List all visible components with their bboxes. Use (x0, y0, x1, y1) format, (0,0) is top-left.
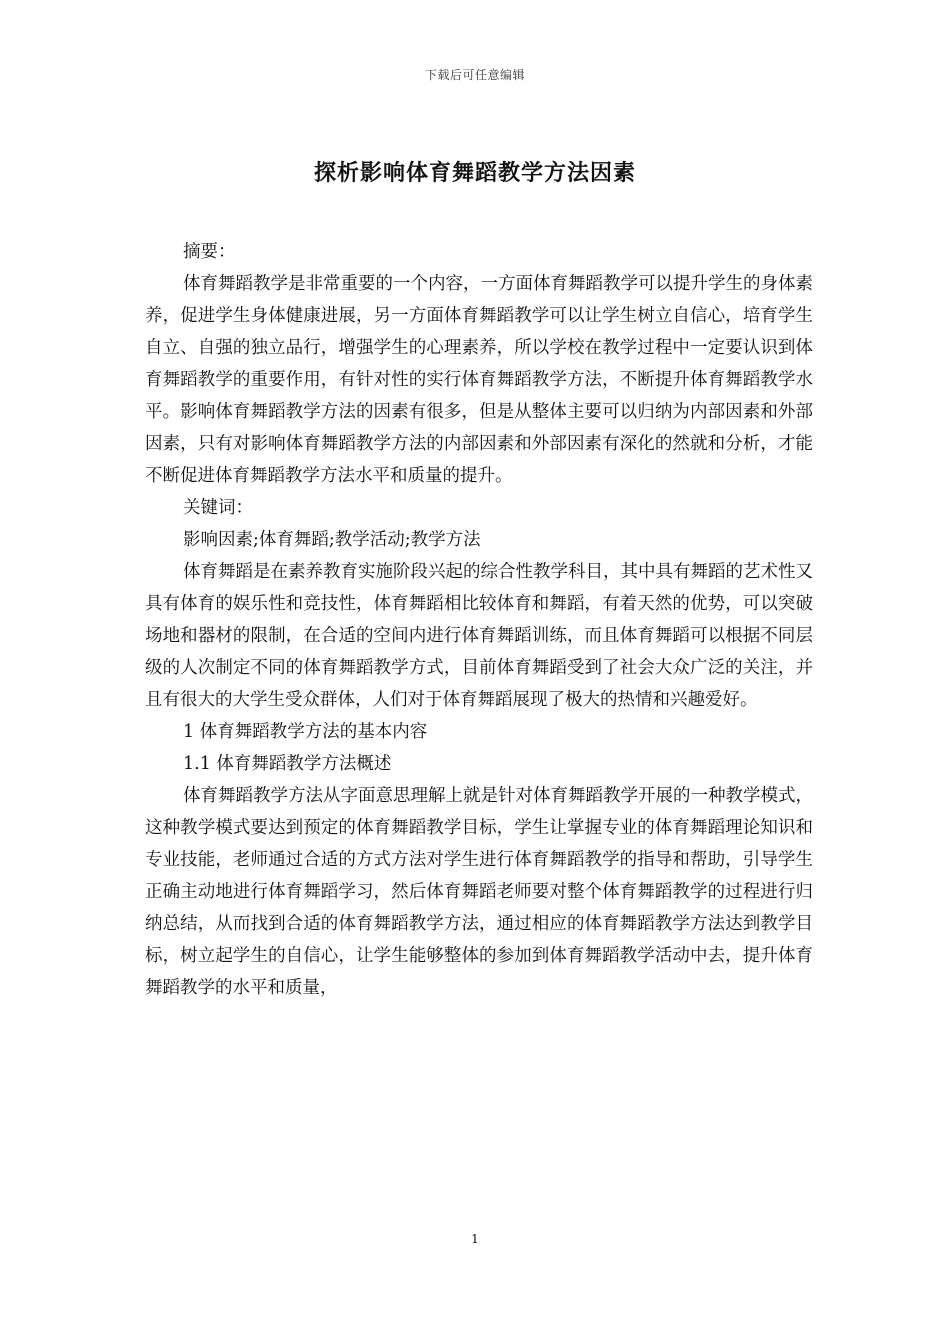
section-heading: 1 体育舞蹈教学方法的基本内容 (183, 722, 428, 742)
subsection-heading: 1.1 体育舞蹈教学方法概述 (183, 754, 392, 774)
abstract-paragraph: 体育舞蹈教学是非常重要的一个内容，一方面体育舞蹈教学可以提升学生的身体素养，促进学生身体健康进展，另一方面体育舞蹈教学可以让学生树立自信心，培育学生自立、自强的独立品行，增强学生的心理素养，所以学校在教学过程中一定要认识到体育舞蹈教学的重要作用，有针对性的实行体育舞蹈教学方法，不断提升体育舞蹈教学水平。影响体育舞蹈教学方法的因素有很多，但是从整体主要可以归纳为内部因素和外部因素，只有对影响体育舞蹈教学方法的内部因素和外部因素有深化的然就和分析，才能不断促进体育舞蹈教学方法水平和质量的提升。 (145, 274, 813, 486)
document-title: 探析影响体育舞蹈教学方法因素 (313, 160, 636, 186)
abstract-label: 摘要： (183, 242, 236, 262)
document-body (145, 236, 813, 1004)
header-note: 下载后可任意编辑 (424, 68, 525, 82)
keywords-list: 影响因素;体育舞蹈;教学活动;教学方法 (183, 530, 481, 550)
page-number: 1 (471, 1232, 479, 1246)
subsection-paragraph: 体育舞蹈教学方法从字面意思理解上就是针对体育舞蹈教学开展的一种教学模式，这种教学模式要达到预定的体育舞蹈教学目标，学生让掌握专业的体育舞蹈理论知识和专业技能，老师通过合适的方式方法对学生进行体育舞蹈教学的指导和帮助，引导学生正确主动地进行体育舞蹈学习，然后体育舞蹈老师要对整个体育舞蹈教学的过程进行归纳总结，从而找到合适的体育舞蹈教学方法，通过相应的体育舞蹈教学方法达到教学目标，树立起学生的自信心，让学生能够整体的参加到体育舞蹈教学活动中去，提升体育舞蹈教学的水平和质量， (145, 786, 813, 998)
keywords-label: 关键词： (183, 498, 253, 518)
intro-paragraph: 体育舞蹈是在素养教育实施阶段兴起的综合性教学科目，其中具有舞蹈的艺术性又具有体育的娱乐性和竞技性，体育舞蹈相比较体育和舞蹈，有着天然的优势，可以突破场地和器材的限制，在合适的空间内进行体育舞蹈训练，而且体育舞蹈可以根据不同层级的人次制定不同的体育舞蹈教学方式，目前体育舞蹈受到了社会大众广泛的关注，并且有很大的大学生受众群体，人们对于体育舞蹈展现了极大的热情和兴趣爱好。 (145, 562, 813, 710)
